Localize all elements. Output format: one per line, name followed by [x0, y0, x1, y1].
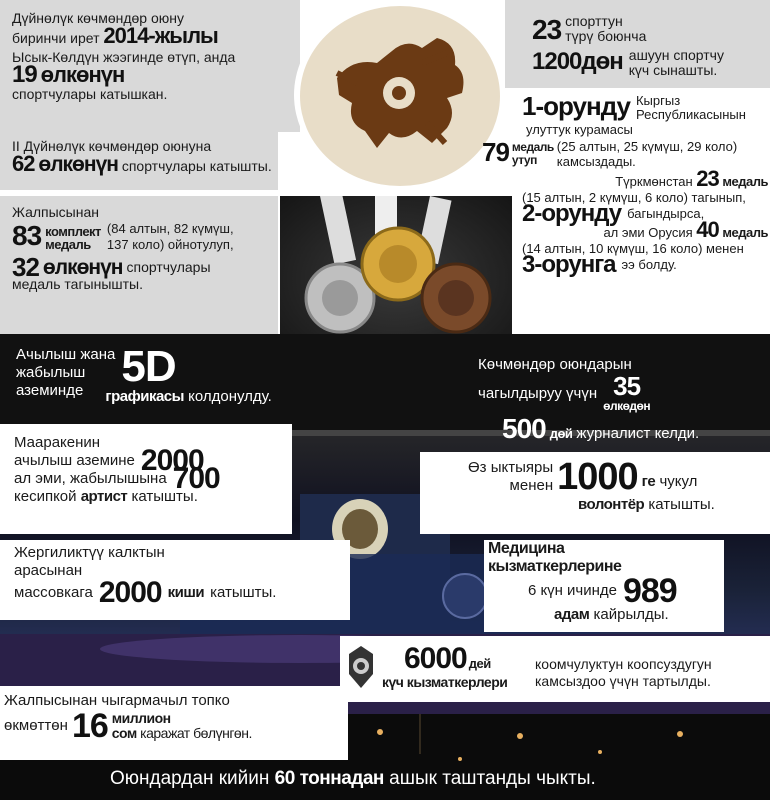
second-games-line1: II Дүйнөлүк көчмөндөр оюнуна — [12, 138, 212, 154]
waste-line2: ашык таштанды чыкты. — [389, 768, 596, 789]
artists-line1: Мааракенин — [14, 434, 101, 451]
journalists-row2 — [502, 413, 768, 445]
russia-detail: (14 алтын, 10 күмүш, 16 коло) менен — [522, 241, 744, 256]
graphics-line1: Ачылыш жана — [16, 346, 116, 363]
nomad-emblem-icon — [297, 3, 503, 189]
volunteers-block — [468, 458, 768, 514]
locals-line1: Жергиликтүү калктын — [14, 544, 165, 561]
medicine-line3: 6 күн ичинде — [528, 582, 617, 599]
first-games-text — [12, 10, 302, 103]
second-games-text — [12, 138, 282, 175]
police-emblem-icon — [346, 644, 376, 690]
artists-line2: ачылыш аземине — [14, 452, 135, 469]
turkmenistan-row — [522, 166, 768, 191]
medicine-word: адам — [554, 606, 590, 623]
first-place-row — [522, 92, 768, 122]
medals-total-text — [12, 204, 282, 293]
locals-block — [14, 544, 354, 609]
athletes-line1: ашуун спортчу — [628, 47, 724, 63]
budget-line1: Жалпысынан чыгармачыл топко — [4, 692, 230, 709]
security-line2: камсыздоо үчүн тартылды. — [535, 673, 711, 689]
journalists-countries-unit: өлкөдөн — [603, 399, 651, 413]
graphics-line2: жабылыш — [16, 364, 86, 381]
medal-countries-row — [12, 252, 282, 282]
sports-line2: түрү боюнча — [565, 28, 647, 44]
waste-line — [110, 768, 770, 790]
medicine-block — [488, 540, 728, 624]
journalists-count-group — [603, 373, 650, 413]
places-text — [482, 91, 768, 278]
waste-amount: 60 тоннадан — [274, 768, 384, 789]
first-games-line1: Дүйнөлүк көчмөндөр оюну — [12, 10, 184, 26]
medals-unit2: медаль — [45, 237, 91, 252]
medals-total-line1: Жалпысынан — [12, 204, 99, 220]
sports-line1: спорттун — [565, 13, 623, 29]
countries-32-word: өлкөнүн — [42, 256, 123, 279]
journalists-count: 500 — [502, 413, 546, 444]
medals-icon — [280, 196, 512, 334]
first-place-unit2: утуп — [511, 153, 537, 167]
third-place-row — [522, 251, 768, 278]
artists-line4: кесипкой — [14, 488, 77, 505]
third-place: 3-орунга — [522, 251, 616, 278]
turkmenistan-detail: (15 алтын, 2 күмүш, 6 коло) тагынып, — [522, 190, 746, 205]
countries-62: 62 — [12, 151, 35, 176]
medicine-count: 989 — [622, 572, 677, 610]
volunteers-row1 — [468, 458, 768, 496]
first-games-line3: Ысык-Көлдүн жээгинде өтүп, анда — [12, 49, 236, 65]
turkmenistan-medals: 23 — [696, 166, 719, 191]
budget-block — [4, 692, 350, 745]
graphics-word: графикасы — [105, 388, 184, 405]
medicine-line2: кызматкерлерине — [488, 558, 622, 575]
medals-total-line3: спортчулары — [126, 259, 211, 275]
budget-row — [4, 707, 350, 745]
countries-19: 19 — [12, 61, 37, 88]
artists-line5: катышты. — [131, 488, 198, 505]
journalists-block — [478, 356, 768, 445]
countries-19-word: өлкөнүн — [40, 62, 125, 87]
second-place-line1: багындырса, — [627, 206, 705, 221]
security-count: 6000 — [404, 642, 467, 675]
volunteers-word: волонтёр — [578, 496, 645, 513]
artists-row3 — [14, 488, 290, 506]
sports-count: 23 — [532, 14, 562, 45]
graphics-block — [16, 342, 376, 405]
volunteers-line3: чукул — [659, 473, 698, 490]
journalists-unit: дөй — [549, 426, 573, 441]
budget-unit2-row — [112, 726, 252, 741]
graphics-5d: 5D — [121, 342, 176, 391]
first-games-prefix: биринчи ирет — [12, 30, 100, 46]
graphics-line3: аземинде — [16, 382, 84, 399]
artists-line3: ал эми, жабылышына — [14, 470, 167, 487]
security-suffix: дей — [468, 656, 491, 671]
budget-unit1: миллион — [111, 710, 171, 726]
volunteers-right — [642, 474, 698, 490]
security-line1: коомчулуктун коопсуздугун — [535, 656, 712, 672]
first-games-line2 — [12, 23, 302, 48]
journalists-countries: 35 — [613, 371, 641, 401]
locals-line2: арасынан — [14, 562, 83, 579]
sports-row — [532, 14, 768, 44]
volunteers-count: 1000 — [557, 456, 638, 498]
first-place-line2: Республикасынын — [635, 107, 746, 122]
locals-line3: массовкага — [14, 584, 93, 601]
medicine-row — [528, 572, 728, 610]
volunteers-row2 — [578, 496, 768, 514]
locals-count: 2000 — [98, 576, 162, 609]
graphics-row — [16, 342, 376, 405]
sports-block — [532, 14, 768, 78]
medals-detail2: 137 коло) ойнотулуп, — [106, 237, 234, 252]
volunteers-suffix: ге — [641, 473, 656, 490]
volunteers-line1: Өз ыктыяры — [468, 459, 554, 476]
artists-row1 — [14, 444, 290, 477]
medals-total-line4: медаль тагынышты. — [12, 276, 144, 292]
volunteers-line2: менен — [509, 477, 554, 494]
medals-83: 83 — [12, 220, 42, 251]
journalists-line3: журналист келди. — [576, 425, 700, 442]
artists-row2 — [14, 462, 290, 495]
security-word: күч кызматкерлери — [382, 674, 508, 690]
second-place: 2-орунду — [522, 200, 622, 227]
journalists-line1: Көчмөндөр оюндарын — [478, 356, 632, 373]
first-place-line4: камсыздады. — [556, 154, 636, 169]
first-place-medals-row — [482, 138, 768, 169]
russia-unit: медаль — [722, 225, 768, 240]
locals-row — [14, 576, 354, 609]
first-place-medals: 79 — [482, 137, 509, 167]
locals-word: киши — [167, 584, 205, 601]
first-place-detail: (25 алтын, 25 күмүш, 29 коло) — [556, 139, 738, 154]
second-games-countries — [12, 151, 282, 176]
russia-line1: ал эми Орусия — [603, 225, 693, 240]
security-text — [535, 656, 767, 690]
security-count-row — [404, 642, 532, 676]
turkmenistan-unit: медаль — [722, 174, 768, 189]
first-games-line4: спортчулары катышкан. — [12, 86, 168, 102]
volunteers-left — [468, 459, 553, 495]
medals-photo — [280, 196, 512, 334]
artists-block — [14, 434, 290, 506]
medicine-row2 — [554, 606, 728, 624]
medals-detail1: (84 алтын, 82 күмүш, — [106, 221, 234, 236]
budget-line2: өкмөттөн — [4, 717, 68, 734]
budget-count: 16 — [71, 707, 108, 745]
athletes-row — [532, 48, 768, 78]
artists-opening-count: 2000 — [140, 444, 204, 477]
graphics-line4: колдонулду. — [188, 388, 272, 405]
countries-62-word: өлкөнүн — [38, 153, 118, 176]
year-number: 2014-жылы — [103, 23, 218, 48]
medals-total-row — [12, 221, 282, 253]
games-logo — [294, 0, 506, 190]
journalists-row1 — [478, 373, 768, 413]
second-place-row — [522, 200, 768, 227]
second-games-line2: спортчулары катышты. — [121, 158, 272, 174]
journalists-line2: чагылдыруу үчүн — [478, 384, 598, 402]
graphics-big-group — [105, 342, 272, 405]
turkmenistan-line1: Түркмөнстан — [615, 174, 693, 189]
graphics-word-row — [105, 388, 272, 405]
budget-unit2: сом — [111, 725, 137, 741]
russia-medals: 40 — [696, 217, 719, 242]
artists-closing-count: 700 — [172, 462, 220, 495]
first-place-unit1: медаль — [511, 140, 554, 154]
security-count-block — [382, 642, 532, 690]
athletes-count: 1200дөн — [532, 48, 623, 75]
countries-32: 32 — [12, 252, 39, 282]
medicine-line1: Медицина — [488, 540, 565, 557]
budget-line3: каражат бөлүнгөн. — [140, 725, 252, 741]
first-games-countries — [12, 61, 302, 88]
budget-units — [112, 711, 252, 741]
medals-unit1: комплект — [45, 224, 101, 239]
first-place: 1-орунду — [522, 91, 630, 121]
waste-line1: Оюндардан кийин — [110, 768, 270, 789]
first-place-line3: улуттук курамасы — [526, 122, 633, 137]
first-place-line1: Кыргыз — [635, 93, 681, 108]
third-place-line1: ээ болду. — [621, 257, 677, 272]
locals-line4: катышты. — [210, 584, 277, 601]
volunteers-line4: катышты. — [648, 496, 715, 513]
athletes-line2: күч сынашты. — [628, 62, 718, 78]
medicine-line4: кайрылды. — [593, 606, 669, 623]
artists-word: артист — [80, 488, 128, 505]
